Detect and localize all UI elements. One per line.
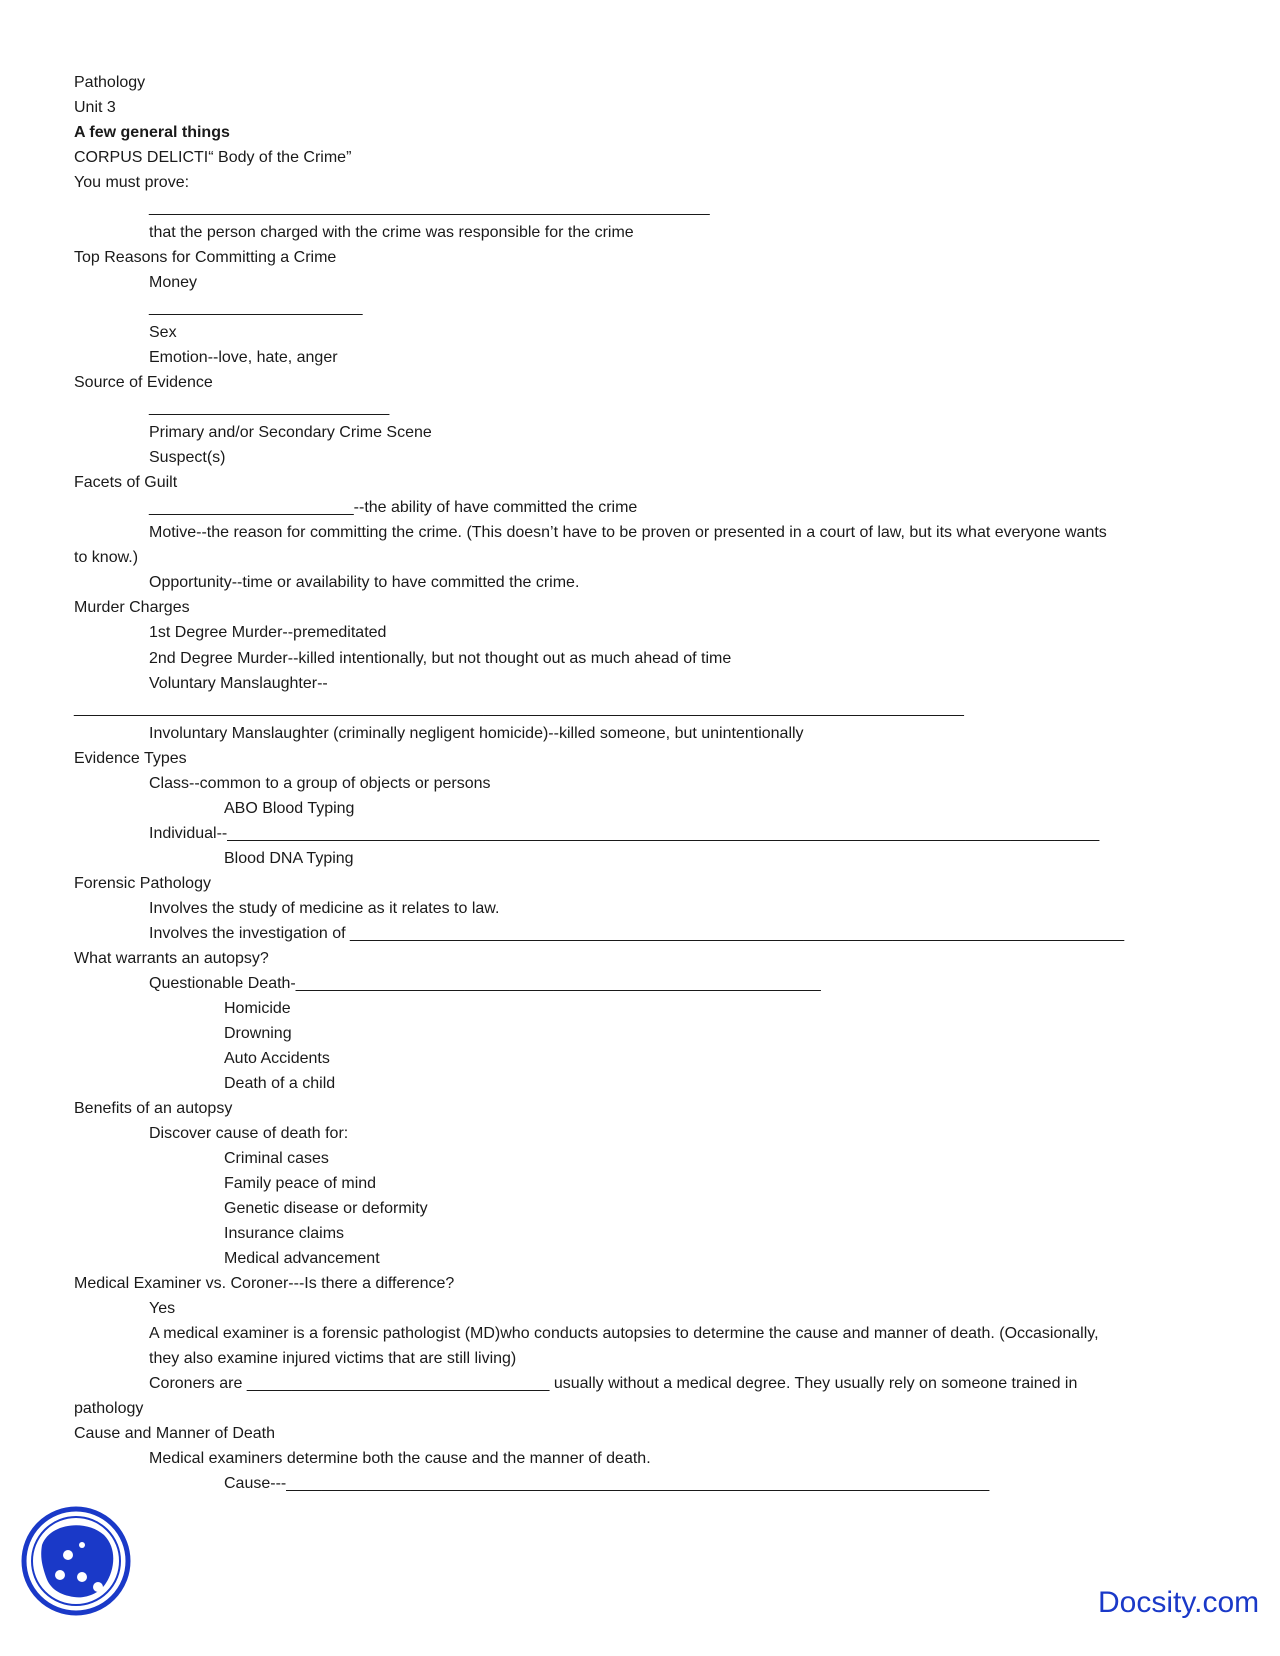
document-line-indented: Genetic disease or deformity (224, 1199, 428, 1217)
document-line-indented: Opportunity--time or availability to have committed the crime. (149, 574, 580, 592)
document-line-indented: Blood DNA Typing (224, 849, 354, 867)
document-line-indented: Motive--the reason for committing the crime. (This doesn’t have to be proven or presented in a court of law, but its what everyone wants (149, 524, 1107, 542)
document-line: Source of Evidence (74, 374, 213, 392)
document-line-indented: Involuntary Manslaughter (criminally negligent homicide)--killed someone, but unintentionally (149, 724, 804, 742)
document-line-indented: 2nd Degree Murder--killed intentionally, but not thought out as much ahead of time (149, 649, 732, 667)
document-line-indented: Insurance claims (224, 1224, 345, 1242)
document-line: Benefits of an autopsy (74, 1099, 233, 1117)
document-line-indented: Emotion--love, hate, anger (149, 349, 338, 367)
document-line-indented: Discover cause of death for: (149, 1124, 349, 1142)
document-line-indented: Money (149, 274, 198, 292)
document-line-indented: Auto Accidents (224, 1049, 330, 1067)
document-line: Medical Examiner vs. Coroner---Is there a difference? (74, 1275, 455, 1292)
document-line-indented: Criminal cases (224, 1149, 329, 1167)
document-line: Top Reasons for Committing a Crime (74, 249, 337, 267)
document-line: ____________________________________________________________________________________________________ (74, 699, 964, 717)
document-line-indented: Voluntary Manslaughter-- (149, 674, 328, 692)
document-line-indented: Cause---_______________________________________________________________________________ (224, 1475, 990, 1493)
document-line-indented: Medical examiners determine both the cause and the manner of death. (149, 1450, 651, 1468)
document-line-indented: Primary and/or Secondary Crime Scene (149, 424, 432, 442)
document-line: What warrants an autopsy? (74, 949, 269, 967)
document-line-indented: _______________________--the ability of have committed the crime (149, 499, 638, 517)
document-line-indented: Homicide (224, 999, 291, 1017)
document-line-indented: _______________________________________________________________ (149, 199, 710, 217)
document-line-indented: Coroners are __________________________________ usually without a medical degree. They usually rely on someone trained in (149, 1375, 1078, 1392)
document-line: Facets of Guilt (74, 474, 178, 492)
document-line: CORPUS DELICTI“ Body of the Crime” (74, 149, 352, 167)
document-line-indented: Family peace of mind (224, 1174, 377, 1192)
document-line-indented: Class--common to a group of objects or persons (149, 774, 491, 792)
document-line-indented: Involves the study of medicine as it relates to law. (149, 899, 500, 917)
document-line-indented: Individual--__________________________________________________________________________________________________ (149, 824, 1100, 842)
document-line-indented: Suspect(s) (149, 449, 226, 467)
docsity-logo-icon (20, 1505, 132, 1617)
document-line: to know.) (74, 549, 139, 567)
document-line: pathology (74, 1400, 144, 1418)
document-line-indented: Medical advancement (224, 1249, 380, 1267)
document-line: Murder Charges (74, 599, 190, 617)
document-line: You must prove: (74, 174, 190, 192)
document-line-indented: ___________________________ (149, 399, 390, 417)
document-line-indented: Questionable Death-___________________________________________________________ (149, 974, 821, 992)
document-line-indented: A medical examiner is a forensic pathologist (MD)who conducts autopsies to determine the cause and manner of death. (Occasionally, (149, 1325, 1099, 1342)
document-line-indented: 1st Degree Murder--premeditated (149, 624, 387, 642)
document-line-indented: Death of a child (224, 1074, 336, 1092)
document-line-indented: Drowning (224, 1024, 292, 1042)
document-line: Evidence Types (74, 749, 187, 767)
document-line-indented: that the person charged with the crime was responsible for the crime (149, 224, 634, 242)
document-line-indented: ABO Blood Typing (224, 799, 355, 817)
document-line-indented: Yes (149, 1300, 176, 1317)
document-line-indented: Involves the investigation of _______________________________________________________________________________________ (149, 924, 1125, 942)
document-line: Unit 3 (74, 99, 116, 116)
document-line-indented: Sex (149, 324, 177, 342)
document-line: Pathology (74, 74, 146, 91)
document-line: A few general things (74, 124, 230, 141)
document-line: Cause and Manner of Death (74, 1425, 276, 1443)
document-line-indented: they also examine injured victims that are still living) (149, 1350, 517, 1367)
document-line-indented: ________________________ (149, 299, 363, 317)
document-line: Forensic Pathology (74, 874, 211, 892)
docsity-watermark: Docsity.com (1098, 1586, 1260, 1619)
